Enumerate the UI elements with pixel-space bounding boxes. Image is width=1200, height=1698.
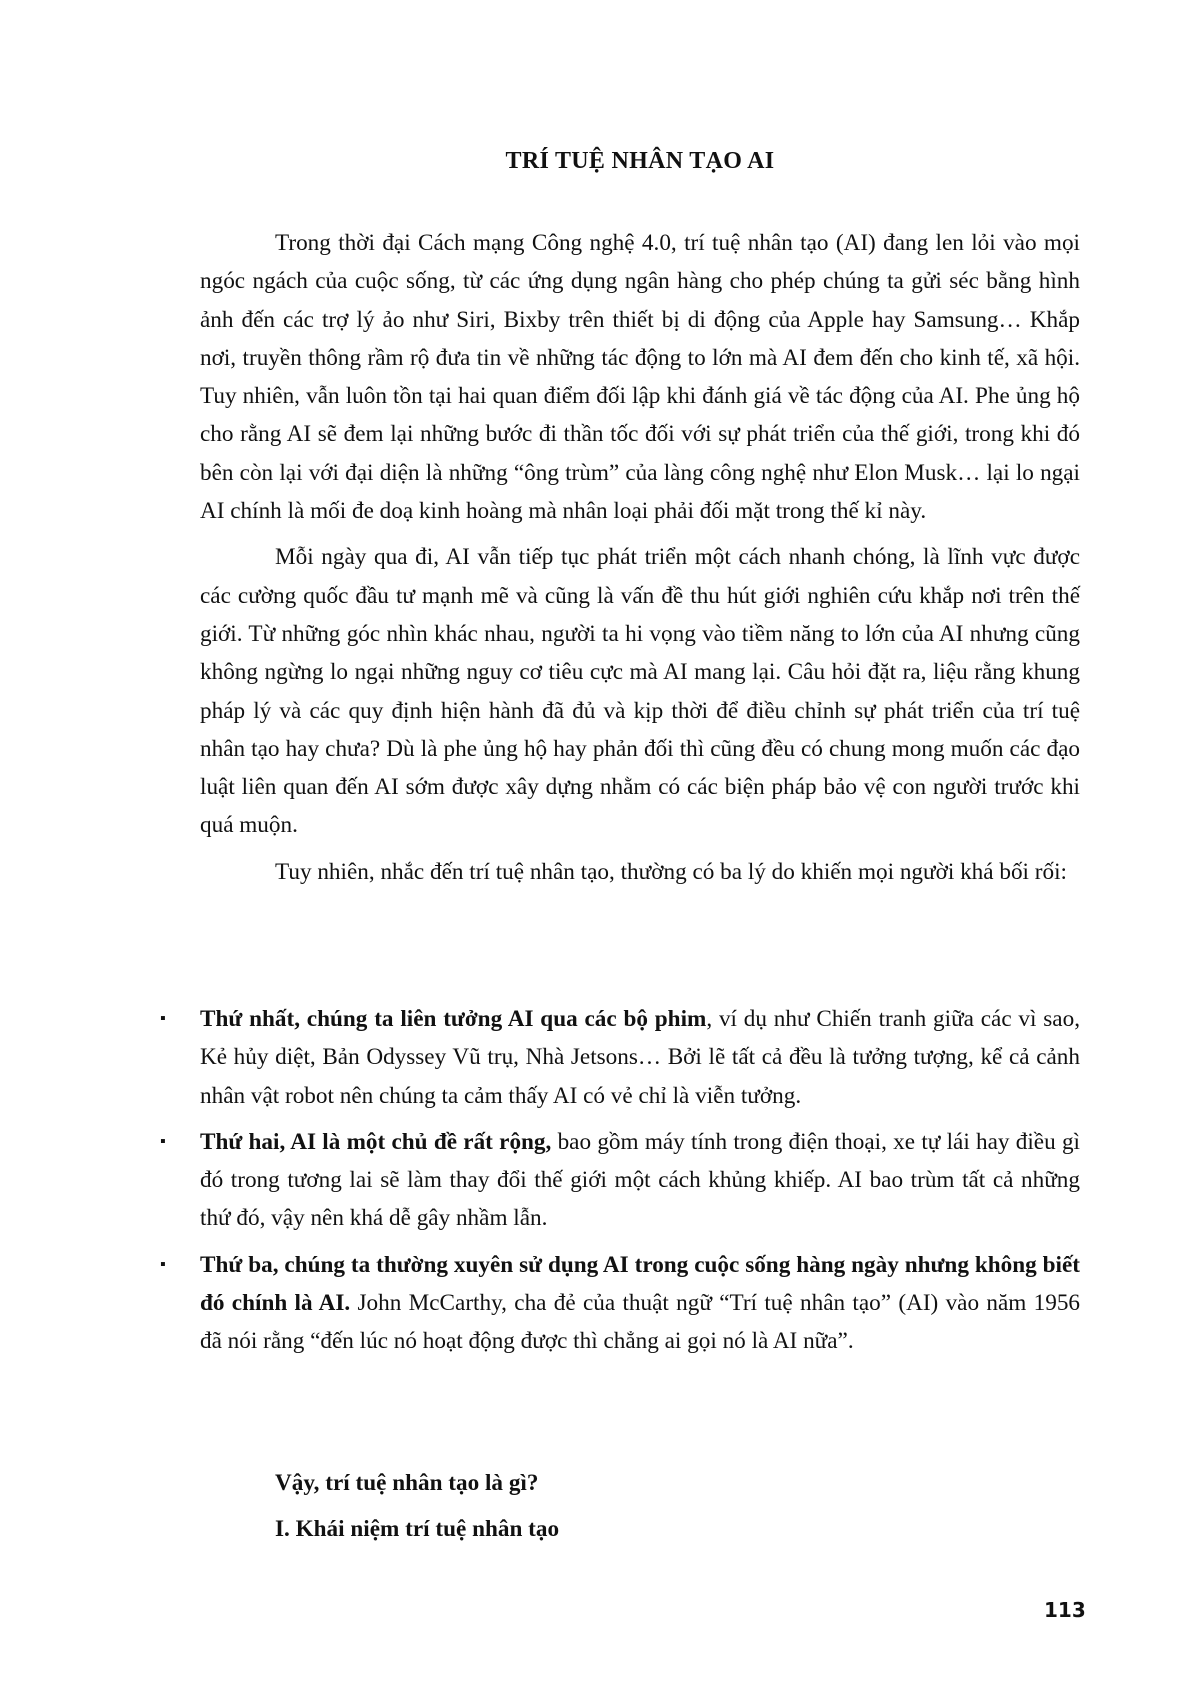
- reasons-list: [160, 1000, 1081, 1369]
- page-number: 113: [1044, 1598, 1086, 1622]
- bullet-icon: ▪: [160, 1255, 166, 1273]
- bullet-bold-text: Thứ ba, chúng ta thường xuyên sử dụng AI trong cuộc sống hàng ngày nhưng không biết đó chính là AI.: [200, 1251, 1080, 1317]
- section-heading: I. Khái niệm trí tuệ nhân tạo: [275, 1516, 560, 1542]
- list-item: [160, 1000, 1080, 1115]
- document-title: TRÍ TUỆ NHÂN TẠO AI: [505, 148, 775, 174]
- paragraph-2: Mỗi ngày qua đi, AI vẫn tiếp tục phát triển một cách nhanh chóng, là lĩnh vực được các cường quốc đầu tư mạnh mẽ và cũng là vấn đề thu hút giới nghiên cứu khắp nơi trên thế giới. Từ những góc nhìn khác nhau, người ta hi vọng vào tiềm năng to lớn của AI nhưng cũng không ngừng lo ngại những nguy cơ tiêu cực mà AI mang lại. Câu hỏi đặt ra, liệu rằng khung pháp lý và các quy định hiện hành đã đủ và kịp thời để điều chỉnh sự phát triển của trí tuệ nhân tạo hay chưa? Dù là phe ủng hộ hay phản đối thì cũng đều có chung mong muốn các đạo luật liên quan đến AI sớm được xây dựng nhằm có các biện pháp bảo vệ con người trước khi quá muộn.: [200, 544, 1080, 839]
- bullet-text: bao gồm máy tính trong điện thoại, xe tự lái hay điều gì đó trong tương lai sẽ làm thay đổi thế giới một cách khủng khiếp. AI bao trùm tất cả những thứ đó, vậy nên khá dễ gây nhầm lẫn.: [200, 1128, 1080, 1232]
- list-item: [160, 1123, 1080, 1238]
- bullet-text: , ví dụ như Chiến tranh giữa các vì sao, Kẻ hủy diệt, Bản Odyssey Vũ trụ, Nhà Jetsons… Bởi lẽ tất cả đều là tưởng tượng, kể cả cảnh nhân vật robot nên chúng ta cảm thấy AI có vẻ chỉ là viễn tưởng.: [200, 1006, 1080, 1109]
- paragraph-1: Trong thời đại Cách mạng Công nghệ 4.0, trí tuệ nhân tạo (AI) đang len lỏi vào mọi ngóc ngách của cuộc sống, từ các ứng dụng ngân hàng cho phép chúng ta gửi séc bằng hình ảnh đến các trợ lý ảo như Siri, Bixby trên thiết bị di động của Apple hay Samsung… Khắp nơi, truyền thông rầm rộ đưa tin về những tác động to lớn mà AI đem đến cho kinh tế, xã hội. Tuy nhiên, vẫn luôn tồn tại hai quan điểm đối lập khi đánh giá về tác động của AI. Phe ủng hộ cho rằng AI sẽ đem lại những bước đi thần tốc đối với sự phát triển của thế giới, trong khi đó bên còn lại với đại diện là những “ông trùm” của làng công nghệ như Elon Musk… lại lo ngại AI chính là mối đe doạ kinh hoàng mà nhân loại phải đối mặt trong thế kỉ này.: [200, 230, 1080, 525]
- bullet-icon: ▪: [160, 1132, 166, 1150]
- paragraph-3: Tuy nhiên, nhắc đến trí tuệ nhân tạo, thường có ba lý do khiến mọi người khá bối rối:: [275, 858, 1067, 885]
- bullet-text: John McCarthy, cha đẻ của thuật ngữ “Trí tuệ nhân tạo” (AI) vào năm 1956 đã nói rằng “đến lúc nó hoạt động được thì chẳng ai gọi nó là AI nữa”.: [200, 1290, 1081, 1355]
- intro-paragraphs: [200, 224, 1080, 899]
- bullet-icon: ▪: [160, 1010, 166, 1027]
- bullet-bold-text: Thứ hai, AI là một chủ đề rất rộng,: [200, 1128, 552, 1155]
- bullet-bold-text: Thứ nhất, chúng ta liên tưởng AI qua các bộ phim: [200, 1006, 707, 1032]
- question-heading: Vậy, trí tuệ nhân tạo là gì?: [275, 1470, 539, 1496]
- list-item: [160, 1246, 1081, 1361]
